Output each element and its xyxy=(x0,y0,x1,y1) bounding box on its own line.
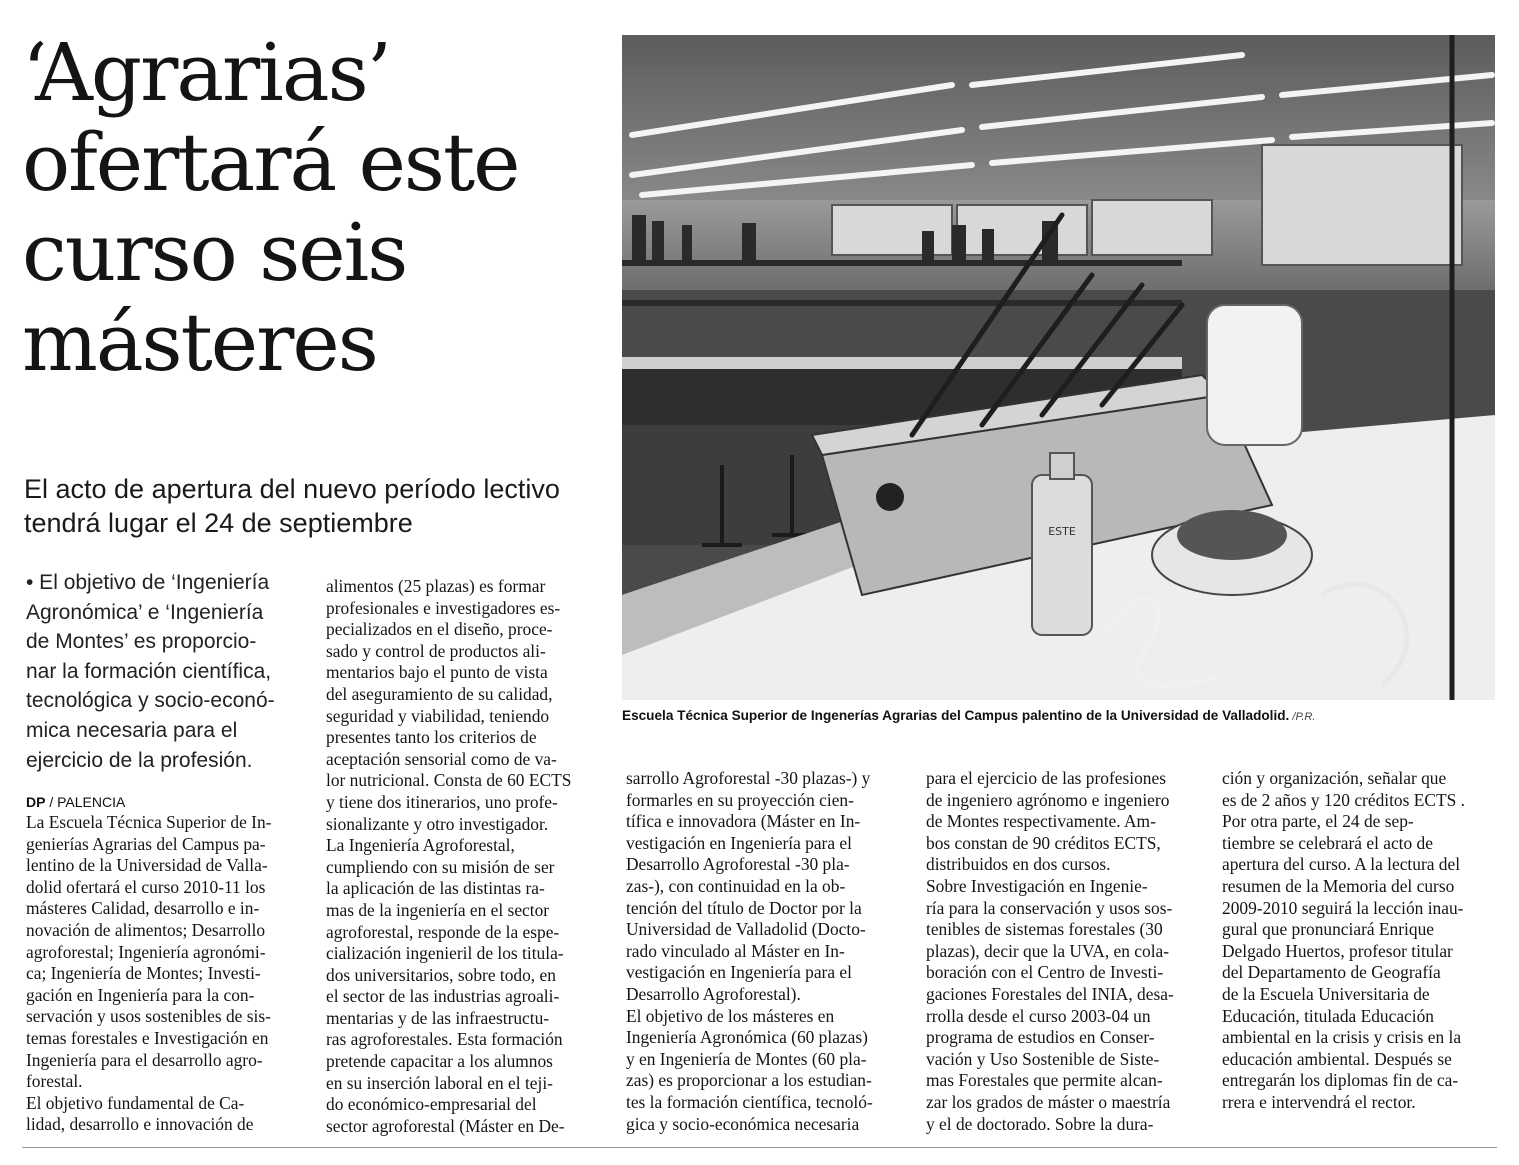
headline-line: ‘Agrarias’ xyxy=(22,26,391,119)
body-text-line: programa de estudios en Conser- xyxy=(926,1027,1155,1048)
body-text-line: vestigación en Ingeniería para el xyxy=(626,832,852,853)
body-text-line: ción y organización, señalar que xyxy=(1222,768,1447,788)
headline xyxy=(22,28,612,388)
body-text-line: Educación, titulada Educación xyxy=(1222,1005,1434,1026)
body-text-line: másteres Calidad, desarrollo e in- xyxy=(26,898,260,919)
body-text-line: bos constan de 90 créditos ECTS, xyxy=(926,832,1161,853)
subheadline-line: tendrá lugar el 24 de septiembre xyxy=(24,508,413,538)
body-text-line: cumpliendo con su misión de ser xyxy=(326,856,555,877)
body-text-line: ría para la conservación y usos sos- xyxy=(926,897,1173,918)
bullet-line: nar la formación científica, xyxy=(26,659,272,683)
body-text-line: zas) es proporcionar a los estudian- xyxy=(626,1070,872,1091)
body-text-line: cialización ingenieril de los titula- xyxy=(326,943,564,964)
body-text-line: gaciones Forestales del INIA, desa- xyxy=(926,983,1174,1004)
body-column-3 xyxy=(626,768,904,1135)
byline xyxy=(26,793,125,811)
body-text-line: vación y Uso Sostenible de Siste- xyxy=(926,1048,1160,1069)
body-text-line: Sobre Investigación en Ingenie- xyxy=(926,875,1148,896)
body-text-line: en su inserción laboral en el teji- xyxy=(326,1072,553,1093)
bottle-label: ESTE xyxy=(1048,525,1076,538)
body-text-line: mentarias y de las infraestructu- xyxy=(326,1007,550,1028)
body-text-line: para el ejercicio de las profesiones xyxy=(926,768,1166,788)
headline-line: ofertará este xyxy=(22,116,519,209)
body-text-line: de la Escuela Universitaria de xyxy=(1222,983,1430,1004)
body-text-line: ras agroforestales. Esta formación xyxy=(326,1029,563,1050)
body-text-line: La Escuela Técnica Superior de In- xyxy=(26,812,272,832)
body-text-line: alimentos (25 plazas) es formar xyxy=(326,576,546,596)
body-text-line: sarrollo Agroforestal -30 plazas-) y xyxy=(626,768,871,788)
body-text-line: forestal. xyxy=(26,1071,83,1092)
body-text-line: mentarios bajo el punto de vista xyxy=(326,662,548,683)
body-text-line: Ingeniería Agronómica (60 plazas) xyxy=(626,1027,868,1048)
body-text-line: entregarán los diplomas fin de ca- xyxy=(1222,1070,1459,1091)
body-text-line: Universidad de Valladolid (Docto- xyxy=(626,919,866,940)
body-text-line: pecializados en el diseño, proce- xyxy=(326,619,553,640)
body-text-line: dos universitarios, sobre todo, en xyxy=(326,964,556,985)
bullet-line: mica necesaria para el xyxy=(26,718,238,742)
body-column-5 xyxy=(1222,768,1498,1114)
body-text-line: y el de doctorado. Sobre la dura- xyxy=(926,1113,1154,1134)
body-text-line: mas de la ingeniería en el sector xyxy=(326,899,550,920)
body-text-line: el sector de las industrias agroali- xyxy=(326,986,560,1007)
body-text-line: sado y control de productos ali- xyxy=(326,640,546,661)
body-text-line: sector agroforestal (Máster en De- xyxy=(326,1115,565,1136)
body-text-line: Desarrollo Agroforestal). xyxy=(626,983,801,1004)
body-text-line: gación en Ingeniería para la con- xyxy=(26,984,255,1005)
body-text-line: gural que pronunciará Enrique xyxy=(1222,919,1434,940)
body-text-line: profesionales e investigadores es- xyxy=(326,597,561,618)
body-text-line: novación de alimentos; Desarrollo xyxy=(26,919,266,940)
body-text-line: boración con el Centro de Investi- xyxy=(926,962,1164,983)
body-text-line: del aseguramiento de su calidad, xyxy=(326,683,553,704)
body-text-line: El objetivo de los másteres en xyxy=(626,1005,835,1026)
body-text-line: ca; Ingeniería de Montes; Investi- xyxy=(26,963,261,984)
body-text-line: do económico-empresarial del xyxy=(326,1094,537,1115)
bullet-line: de Montes’ es proporcio- xyxy=(26,630,257,654)
body-text-line: sionalizante y otro investigador. xyxy=(326,813,549,834)
bottom-rule xyxy=(22,1147,1497,1148)
body-text-line: presentes tanto los criterios de xyxy=(326,727,537,748)
body-text-line: formarles en su proyección cien- xyxy=(626,789,854,810)
body-text-line: la aplicación de las distintas ra- xyxy=(326,878,545,899)
body-text-line: aceptación sensorial como de va- xyxy=(326,748,557,769)
body-text-line: del Departamento de Geografía xyxy=(1222,962,1441,983)
body-text-line: seguridad y viabilidad, teniendo xyxy=(326,705,550,726)
byline-place: PALENCIA xyxy=(57,794,126,810)
laboratory-illustration xyxy=(622,35,1495,700)
body-text-line: pretende capacitar a los alumnos xyxy=(326,1051,553,1072)
photo-caption xyxy=(622,708,1315,723)
body-text-line: temas forestales e Investigación en xyxy=(26,1027,269,1048)
body-text-line: Desarrollo Agroforestal -30 pla- xyxy=(626,854,850,875)
headline-line: curso seis xyxy=(22,206,407,299)
body-text-line: educación ambiental. Después se xyxy=(1222,1048,1452,1069)
body-text-line: zar los grados de máster o maestría xyxy=(926,1091,1171,1112)
body-column-4 xyxy=(926,768,1198,1135)
body-text-line: mas Forestales que permite alcan- xyxy=(926,1070,1163,1091)
body-text-line: es de 2 años y 120 créditos ECTS . xyxy=(1222,789,1465,810)
byline-agency: DP xyxy=(26,794,46,810)
bullet-line: Agronómica’ e ‘Ingeniería xyxy=(26,600,264,624)
body-text-line: lidad, desarrollo e innovación de xyxy=(26,1114,254,1135)
body-text-line: servación y usos sostenibles de sis- xyxy=(26,1006,271,1027)
body-column-2 xyxy=(326,576,606,1137)
body-text-line: El objetivo fundamental de Ca- xyxy=(26,1092,245,1113)
body-text-line: resumen de la Memoria del curso xyxy=(1222,875,1455,896)
body-text-line: lentino de la Universidad de Valla- xyxy=(26,855,268,876)
body-column-1 xyxy=(26,812,316,1136)
subheadline xyxy=(24,472,614,540)
bullet-line: tecnológica y socio-econó- xyxy=(26,689,275,713)
body-text-line: agroforestal, responde de la espe- xyxy=(326,921,560,942)
byline-separator: / xyxy=(45,794,58,810)
body-text-line: dolid ofertará el curso 2010-11 los xyxy=(26,876,266,897)
highlight-bullet xyxy=(26,568,316,775)
body-text-line: zas-), con continuidad en la ob- xyxy=(626,875,846,896)
body-text-line: gica y socio-económica necesaria xyxy=(626,1113,860,1134)
subheadline-line: El acto de apertura del nuevo período lectivo xyxy=(24,474,560,504)
body-text-line: lor nutricional. Consta de 60 ECTS xyxy=(326,770,572,791)
body-text-line: tenibles de sistemas forestales (30 xyxy=(926,919,1163,940)
body-text-line: plazas), decir que la UVA, en cola- xyxy=(926,940,1170,961)
body-text-line: tención del título de Doctor por la xyxy=(626,897,862,918)
body-text-line: agroforestal; Ingeniería agronómi- xyxy=(26,941,266,962)
body-text-line: Delgado Huertos, profesor titular xyxy=(1222,940,1453,961)
body-text-line: de Montes respectivamente. Am- xyxy=(926,811,1156,832)
body-text-line: 2009-2010 seguirá la lección inau- xyxy=(1222,897,1464,918)
body-text-line: tiembre se celebrará el acto de xyxy=(1222,832,1433,853)
body-text-line: y tiene dos itinerarios, uno profe- xyxy=(326,791,558,812)
laboratory-photo xyxy=(622,35,1495,700)
body-text-line: de ingeniero agrónomo e ingeniero xyxy=(926,789,1170,810)
body-text-line: Por otra parte, el 24 de sep- xyxy=(1222,811,1414,832)
body-text-line: y en Ingeniería de Montes (60 pla- xyxy=(626,1048,867,1069)
body-text-line: rrolla desde el curso 2003-04 un xyxy=(926,1005,1151,1026)
body-text-line: tífica e innovadora (Máster en In- xyxy=(626,811,861,832)
body-text-line: apertura del curso. A la lectura del xyxy=(1222,854,1461,875)
headline-line: másteres xyxy=(22,296,377,389)
body-text-line: Ingeniería para el desarrollo agro- xyxy=(26,1049,263,1070)
body-text-line: rrera e intervendrá el rector. xyxy=(1222,1091,1416,1112)
body-text-line: tes la formación científica, tecnoló- xyxy=(626,1091,873,1112)
body-text-line: rado vinculado al Máster en In- xyxy=(626,940,845,961)
bullet-line: • El objetivo de ‘Ingeniería xyxy=(26,571,270,594)
bullet-line: ejercicio de la profesión. xyxy=(26,748,253,772)
body-text-line: genierías Agrarias del Campus pa- xyxy=(26,833,266,854)
body-text-line: La Ingeniería Agroforestal, xyxy=(326,835,515,856)
body-text-line: vestigación en Ingeniería para el xyxy=(626,962,852,983)
photo-credit: /P.R. xyxy=(1289,711,1316,723)
body-text-line: ambiental en la crisis y crisis en la xyxy=(1222,1027,1462,1048)
caption-text: Escuela Técnica Superior de Ingenerías Agrarias del Campus palentino de la Universidad de Valladolid. xyxy=(622,708,1290,723)
body-text-line: distribuidos en dos cursos. xyxy=(926,854,1111,875)
